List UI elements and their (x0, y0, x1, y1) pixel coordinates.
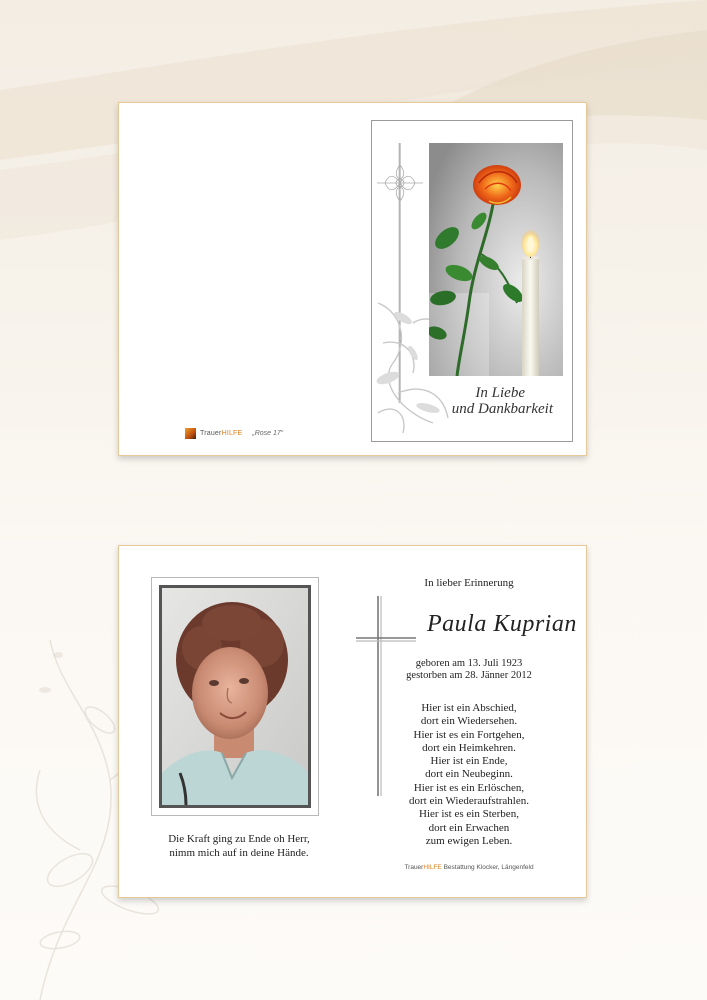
header-erinnerung: In lieber Erinnerung (424, 577, 514, 589)
deceased-name: Paula Kuprian (427, 611, 577, 637)
poem-line: Hier ist es ein Sterben, (419, 808, 519, 821)
poem-line: Hier ist es ein Erlöschen, (413, 781, 525, 794)
poem-line: zum ewigen Leben. (425, 834, 513, 847)
portrait-frame (151, 577, 319, 816)
birth-date: geboren am 13. Juli 1923 (415, 658, 523, 669)
poem-line: Hier ist ein Abschied, (421, 702, 517, 714)
front-title-line2: und Dankbarkeit (451, 401, 553, 417)
brand-logo-icon (185, 428, 196, 439)
brand-footer-inside: TrauerHILFE Bestattung Klocker, Längenfeld (404, 864, 534, 871)
poem-line: dort ein Neubeginn. (425, 768, 513, 781)
quote-text (149, 832, 329, 860)
inside-card (118, 545, 587, 898)
quote-line-2: nimm mich auf in deine Hände. (169, 847, 309, 859)
front-title-line1: In Liebe (475, 385, 525, 401)
rose-photo (429, 143, 563, 376)
poem-line: Hier ist es ein Fortgehen, (413, 728, 525, 741)
front-card (118, 102, 587, 456)
quote-line-1: Die Kraft ging zu Ende oh Herr, (168, 833, 310, 845)
poem (363, 702, 575, 848)
portrait-photo (159, 585, 311, 808)
design-code: „Rose 17“ (252, 429, 284, 437)
death-date: gestorben am 28. Jänner 2012 (406, 670, 532, 681)
inside-text-panel (363, 546, 575, 899)
brand-name: TrauerHILFE (200, 429, 243, 437)
brand-footer-front (185, 426, 283, 440)
poem-line: dort ein Wiederaufstrahlen. (408, 795, 529, 808)
front-title (411, 385, 561, 417)
poem-line: Hier ist ein Ende, (430, 755, 508, 768)
poem-line: dort ein Erwachen (428, 821, 510, 834)
poem-line: dort ein Wiedersehen. (420, 715, 518, 728)
poem-line: dort ein Heimkehren. (422, 741, 516, 754)
life-dates (363, 658, 575, 682)
